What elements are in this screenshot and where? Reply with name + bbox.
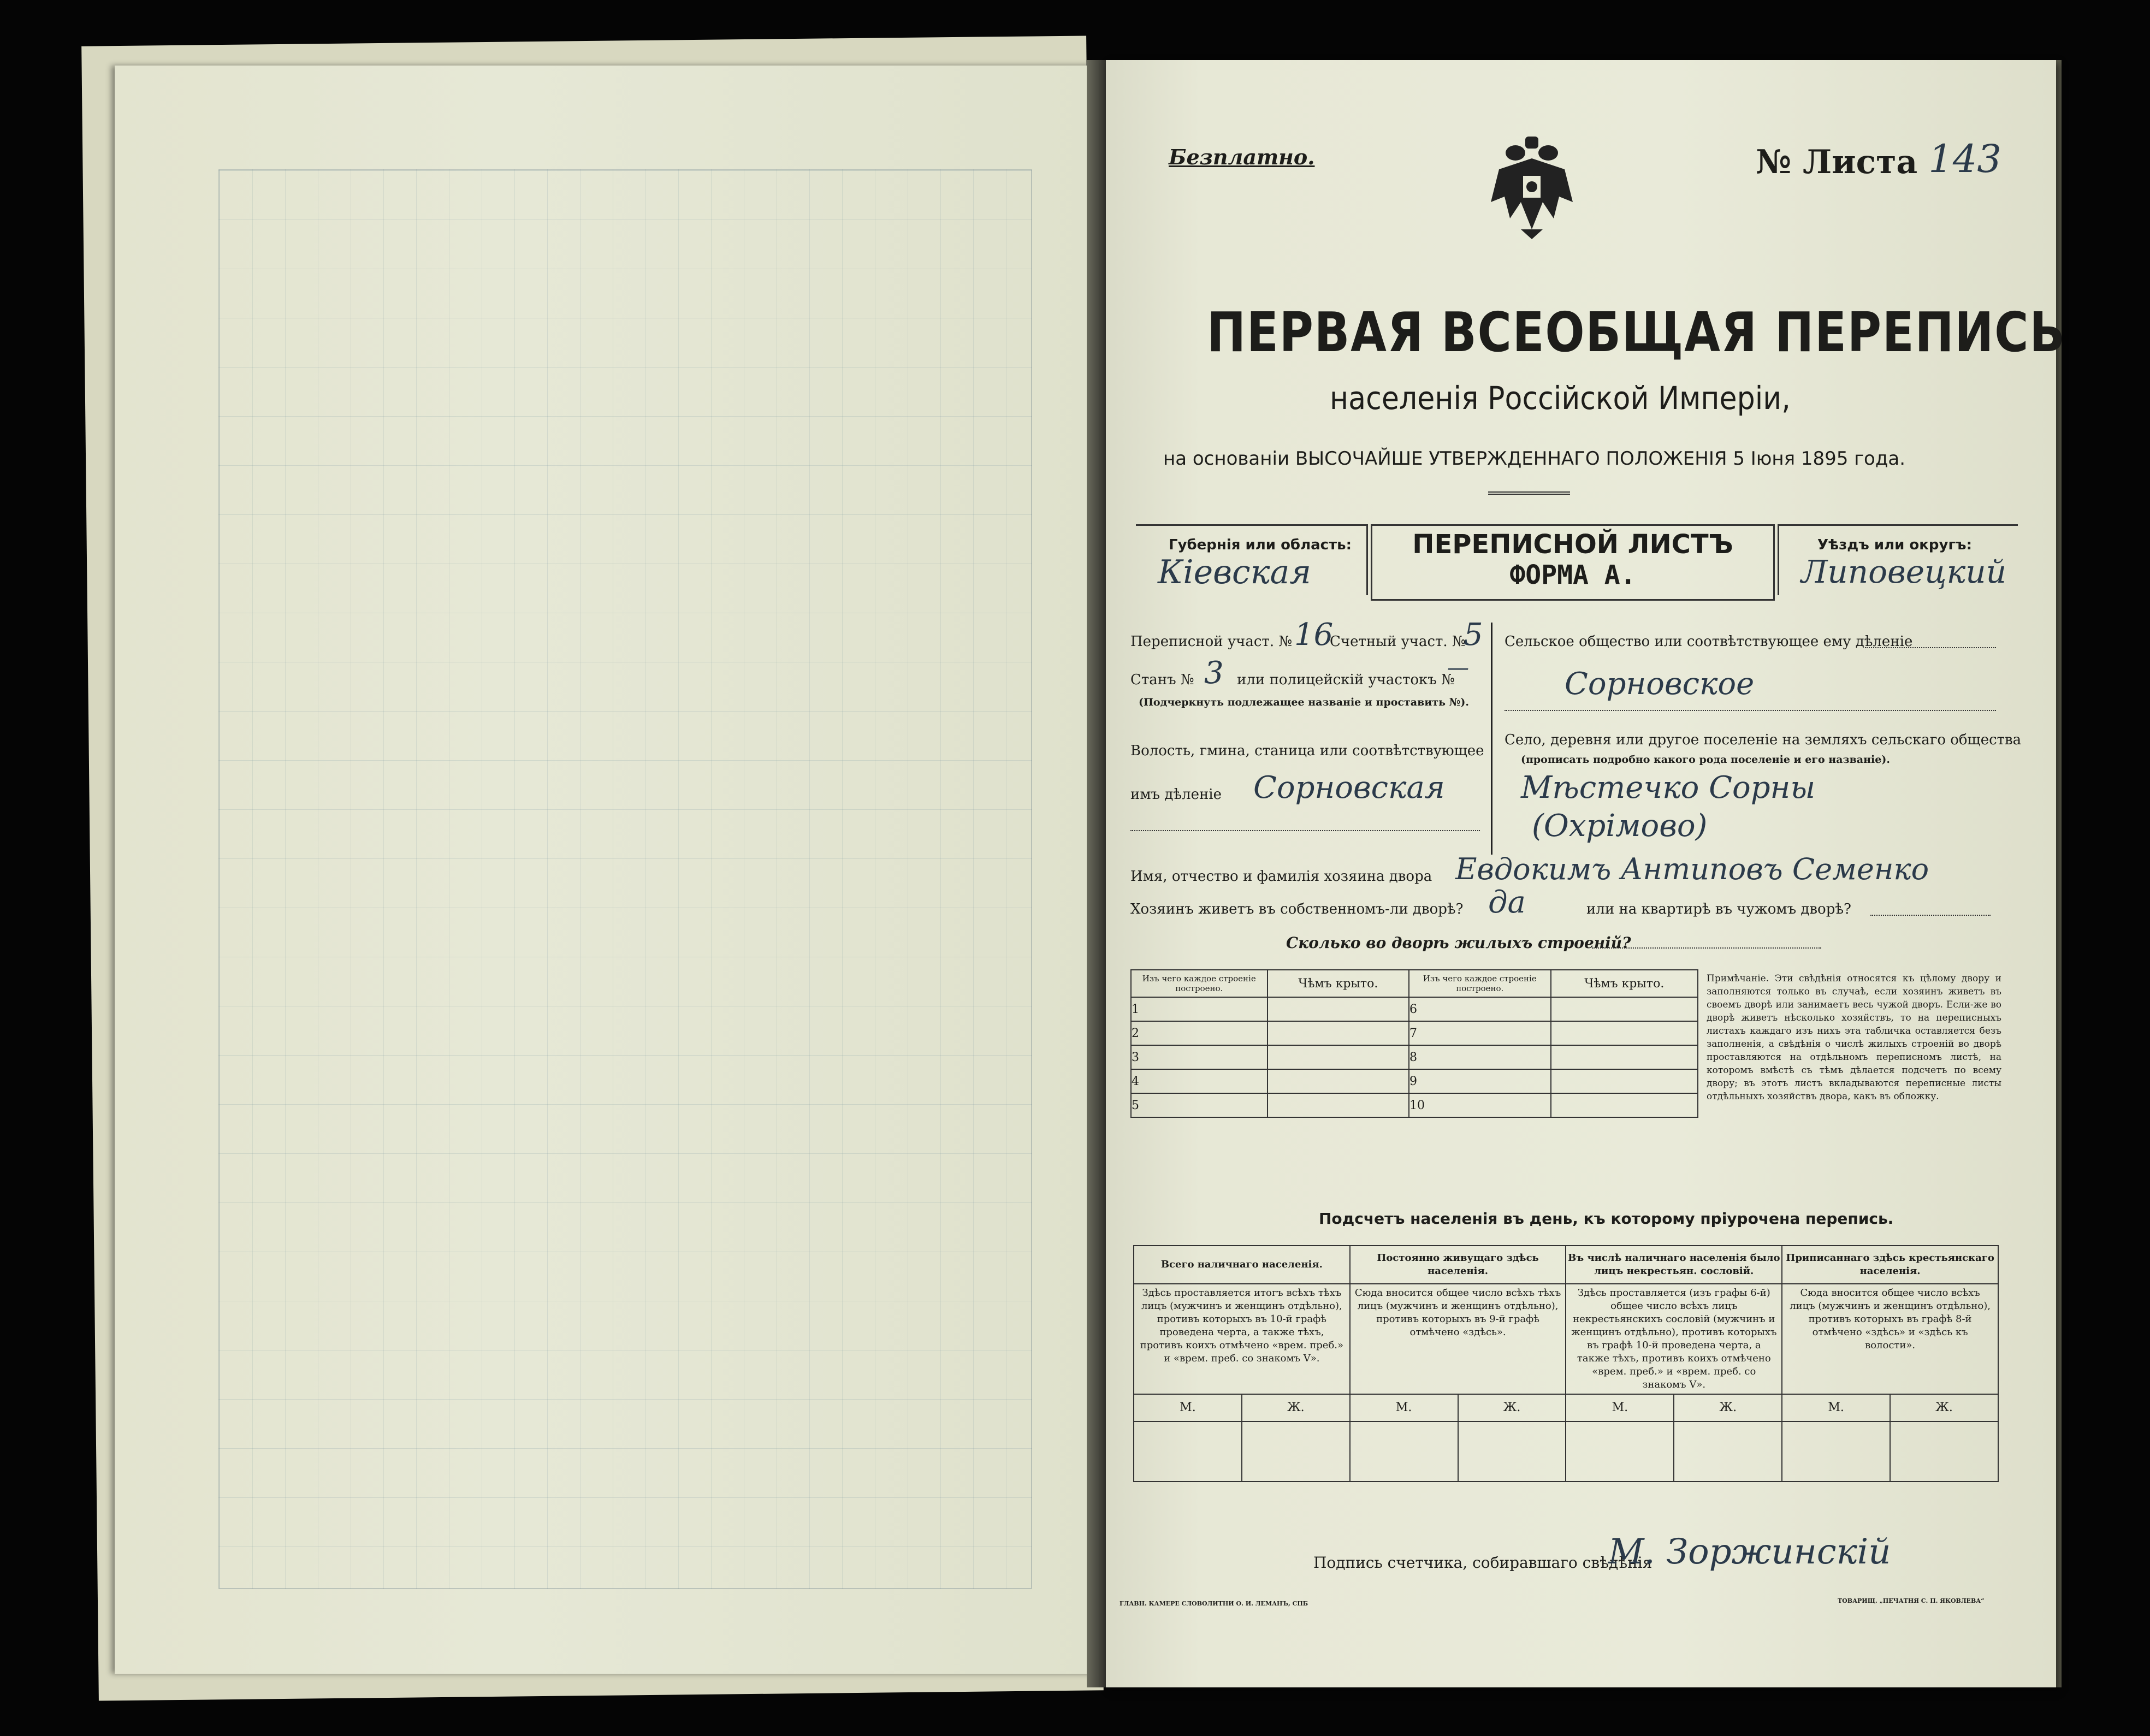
buildings-line xyxy=(1592,947,1821,949)
sheet-number xyxy=(1756,137,2001,181)
police-label: или полицейскій участокъ № xyxy=(1237,672,1455,688)
row-number: 9 xyxy=(1409,1069,1551,1093)
left-page xyxy=(115,66,1095,1674)
society-line-2 xyxy=(1505,710,1996,711)
col-material-left: Изъ чего каждое строеніе построено. xyxy=(1131,970,1268,997)
row-number: 1 xyxy=(1131,997,1268,1021)
imprint-right: ТОВАРИЩ. „ПЕЧАТНЯ С. П. ЯКОВЛЕВА“ xyxy=(1838,1597,1985,1604)
ornament-divider xyxy=(1488,491,1570,495)
volost-value: Сорновская xyxy=(1253,770,1445,805)
form-title-box xyxy=(1371,524,1775,601)
stan-label: Станъ № xyxy=(1130,672,1194,688)
volost-label: Волость, гмина, станица или соотвѣтствующее xyxy=(1130,743,1484,759)
form-subtitle: ФОРМА А. xyxy=(1509,560,1636,590)
col-material-right: Изъ чего каждое строеніе построено. xyxy=(1409,970,1551,997)
own-yard-label: Хозяинъ живетъ въ собственномъ-ли дворѣ? xyxy=(1130,901,1464,917)
m-header: М. xyxy=(1782,1394,1890,1421)
count-col-head: Въ числѣ наличнаго населенія было лицъ некрестьян. сословій. xyxy=(1566,1246,1782,1284)
count-title: Подсчетъ населенія въ день, къ которому пріурочена перепись. xyxy=(1319,1210,1894,1228)
village-note: (прописать подробно какого рода поселеніе и его названіе). xyxy=(1521,754,1890,766)
gubernia-value: Кіевская xyxy=(1158,553,1311,591)
column-divider xyxy=(1491,623,1492,855)
count-col-head: Постоянно живущаго здѣсь населенія. xyxy=(1350,1246,1566,1284)
count-col-desc: Сюда вносится общее число всѣхъ тѣхъ лицъ (мужчинъ и женщинъ отдѣльно), противъ которыхъ въ 9-й графѣ отмѣчено «здѣсь». xyxy=(1350,1284,1566,1394)
perepis-uch-value: 16 xyxy=(1294,617,1334,653)
col-roof-right: Чѣмъ крыто. xyxy=(1551,970,1698,997)
sheet-no-value: 143 xyxy=(1928,137,2001,181)
society-line xyxy=(1865,647,1996,648)
buildings-table xyxy=(1130,969,1698,1118)
gubernia-label: Губернія или область: xyxy=(1169,537,1352,553)
m-header: М. xyxy=(1350,1394,1458,1421)
volost-label-2: имъ дѣленіе xyxy=(1130,786,1222,803)
village-value: Мѣстечко Сорны xyxy=(1521,770,1816,805)
village-label: Село, деревня или другое поселеніе на земляхъ сельскаго общества xyxy=(1505,732,2022,748)
count-col-head: Всего наличнаго населенія. xyxy=(1134,1246,1350,1284)
row-number: 7 xyxy=(1409,1021,1551,1045)
row-number: 2 xyxy=(1131,1021,1268,1045)
row-number: 5 xyxy=(1131,1093,1268,1117)
count-col-desc: Здѣсь проставляется (изъ графы 6-й) общее число всѣхъ лицъ некрестьянскихъ сословій (мужчинъ и женщинъ отдѣльно), противъ которыхъ въ графѣ 10-й проведена черта, а также тѣхъ, противъ коихъ отмѣчено «врем. преб.» и «врем. преб. со знакомъ V». xyxy=(1566,1284,1782,1394)
row-number: 4 xyxy=(1131,1069,1268,1093)
count-col-desc: Сюда вносится общее число всѣхъ лицъ (мужчинъ и женщинъ отдѣльно), противъ которыхъ въ графѣ 8-й отмѣчено «здѣсь» и «здѣсь къ волости». xyxy=(1782,1284,1998,1394)
signature-value: М. Зоржинскій xyxy=(1608,1532,1891,1572)
subtitle: населенія Россійской Имперіи, xyxy=(1330,380,1791,417)
note-text: Примѣчаніе. Эти свѣдѣнія относятся къ цѣлому двору и заполняются только въ случаѣ, если хозяинъ живетъ въ своемъ дворѣ или занимаетъ весь чужой дворъ. Если-же во дворѣ живетъ нѣсколько хозяйствъ, то на переписныхъ листахъ каждаго изъ нихъ эта табличка оставляется безъ заполненія, а свѣдѣнія о числѣ жилыхъ строеній во дворѣ проставляются на отдѣльномъ переписномъ листѣ, на которомъ вмѣстѣ съ тѣмъ дѣлается подсчетъ по всему двору; въ этотъ листъ вкладываются переписные листы отдѣльныхъ хозяйствъ двора, какъ въ обложку. xyxy=(1707,973,2001,1102)
buildings-label: Сколько во дворѣ жилыхъ строеній? xyxy=(1286,934,1631,952)
stan-value: 3 xyxy=(1204,655,1224,691)
schet-uch-value: 5 xyxy=(1464,617,1483,653)
row-number: 10 xyxy=(1409,1093,1551,1117)
owner-label: Имя, отчество и фамилія хозяина двора xyxy=(1130,868,1432,885)
zh-header: Ж. xyxy=(1242,1394,1350,1421)
society-label: Сельское общество или соотвѣтствующее ему дѣленіе xyxy=(1505,633,1913,650)
count-col-head: Приписаннаго здѣсь крестьянскаго населенія. xyxy=(1782,1246,1998,1284)
uezd-value: Липовецкий xyxy=(1801,553,2006,590)
col-roof-left: Чѣмъ крыто. xyxy=(1268,970,1409,997)
village-value-2: (Охрімово) xyxy=(1532,808,1708,844)
census-form-page xyxy=(1106,60,2066,1687)
zh-header: Ж. xyxy=(1674,1394,1782,1421)
rent-label: или на квартирѣ въ чужомъ дворѣ? xyxy=(1586,901,1851,917)
m-header: М. xyxy=(1134,1394,1242,1421)
society-value: Сорновское xyxy=(1565,666,1755,702)
underline-note: (Подчеркнуть подлежащее названіе и проставить №). xyxy=(1139,696,1469,708)
book-spine xyxy=(1087,60,1109,1687)
main-title: ПЕРВАЯ ВСЕОБЩАЯ ПЕРЕПИСЬ xyxy=(1207,300,2066,364)
subtitle-decree: на основаніи ВЫСОЧАЙШЕ УТВЕРЖДЕННАГО ПОЛОЖЕНІЯ 5 Іюня 1895 года. xyxy=(1163,448,1906,470)
uezd-label: Уѣздъ или округъ: xyxy=(1817,537,1972,553)
form-title: ПЕРЕПИСНОЙ ЛИСТЪ xyxy=(1412,529,1733,560)
perepis-uch-label: Переписной участ. № xyxy=(1130,633,1292,650)
count-table xyxy=(1133,1245,1999,1482)
signature-label: Подпись счетчика, собиравшаго свѣдѣнія xyxy=(1313,1554,1653,1572)
schet-uch-label: Счетный участ. № xyxy=(1330,633,1466,650)
count-col-desc: Здѣсь проставляется итогъ всѣхъ тѣхъ лицъ (мужчинъ и женщинъ отдѣльно), противъ которыхъ въ 10-й графѣ проведена черта, а также тѣхъ, противъ коихъ отмѣчено «врем. преб.» и «врем. преб. со знакомъ V». xyxy=(1134,1284,1350,1394)
own-yard-value: да xyxy=(1488,885,1526,920)
gubernia-box xyxy=(1136,524,1368,595)
zh-header: Ж. xyxy=(1458,1394,1566,1421)
free-label: Безплатно. xyxy=(1169,145,1315,169)
row-number: 8 xyxy=(1409,1045,1551,1069)
m-header: М. xyxy=(1566,1394,1674,1421)
sheet-no-label: № Листа xyxy=(1756,143,1918,181)
eagle-emblem-icon xyxy=(1488,137,1576,240)
rent-line xyxy=(1870,915,1991,916)
owner-value: Евдокимъ Антиповъ Семенко xyxy=(1455,852,1929,886)
row-number: 6 xyxy=(1409,997,1551,1021)
imprint-left: ГЛАВН. КАМЕРЕ СЛОВОЛИТНИ О. И. ЛЕМАНЪ, СПБ xyxy=(1120,1600,1308,1607)
uezd-box xyxy=(1778,524,2018,595)
blank-line xyxy=(1130,830,1480,831)
faint-ruled-grid xyxy=(218,169,1032,1589)
police-value: — xyxy=(1447,655,1469,680)
row-number: 3 xyxy=(1131,1045,1268,1069)
zh-header: Ж. xyxy=(1890,1394,1998,1421)
